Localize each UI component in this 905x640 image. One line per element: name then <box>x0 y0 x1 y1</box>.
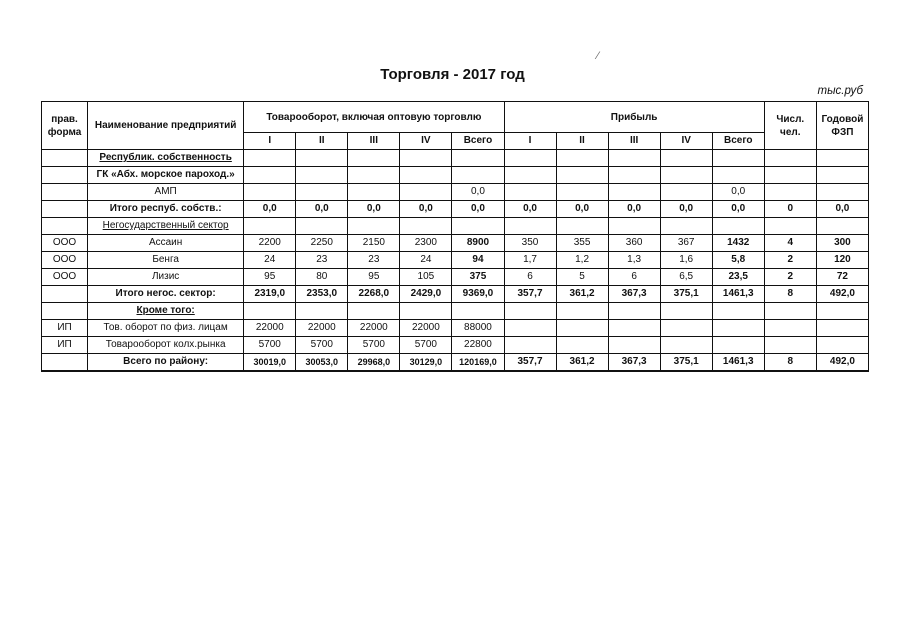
cell-profit: 0,0 <box>608 201 660 218</box>
cell-profit <box>556 167 608 184</box>
table-row <box>42 354 869 372</box>
cell-name: ГК «Абх. морское пароход.» <box>88 167 244 184</box>
cell-fzp <box>816 150 868 167</box>
cell-turnover: 5700 <box>400 337 452 354</box>
cell-name: Тов. оборот по физ. лицам <box>88 320 244 337</box>
header-total: Всего <box>712 133 764 150</box>
cell-profit: 1,6 <box>660 252 712 269</box>
cell-profit: 5 <box>556 269 608 286</box>
table-row <box>42 218 869 235</box>
cell-fzp: 492,0 <box>816 286 868 303</box>
cell-profit: 0,0 <box>556 201 608 218</box>
cell-profit: 1,3 <box>608 252 660 269</box>
cell-profit <box>504 337 556 354</box>
cell-staff: 2 <box>764 252 816 269</box>
cell-turnover <box>244 184 296 201</box>
cell-turnover: 0,0 <box>452 184 504 201</box>
cell-profit: 350 <box>504 235 556 252</box>
cell-profit <box>556 184 608 201</box>
cell-turnover <box>348 303 400 320</box>
cell-turnover: 0,0 <box>296 201 348 218</box>
cell-profit: 1461,3 <box>712 286 764 303</box>
cell-turnover: 2319,0 <box>244 286 296 303</box>
table-row <box>42 167 869 184</box>
header-quarter: IV <box>400 133 452 150</box>
cell-form: ООО <box>42 252 88 269</box>
header-quarter: I <box>244 133 296 150</box>
cell-profit <box>660 150 712 167</box>
cell-profit <box>660 337 712 354</box>
cell-turnover <box>348 150 400 167</box>
header-quarter: II <box>296 133 348 150</box>
cell-form: ИП <box>42 337 88 354</box>
cell-turnover <box>348 184 400 201</box>
cell-profit: 1432 <box>712 235 764 252</box>
cell-profit: 1461,3 <box>712 354 764 372</box>
cell-form <box>42 303 88 320</box>
cell-staff: 4 <box>764 235 816 252</box>
cell-profit <box>660 218 712 235</box>
cell-turnover: 95 <box>244 269 296 286</box>
cell-turnover: 29968,0 <box>348 354 400 372</box>
cell-profit <box>504 303 556 320</box>
cell-turnover: 5700 <box>244 337 296 354</box>
cell-form: ООО <box>42 269 88 286</box>
cell-turnover <box>296 218 348 235</box>
cell-turnover <box>244 303 296 320</box>
header-quarter: III <box>608 133 660 150</box>
cell-profit: 0,0 <box>504 201 556 218</box>
cell-turnover <box>244 150 296 167</box>
cell-name: АМП <box>88 184 244 201</box>
cell-name: Бенга <box>88 252 244 269</box>
cell-profit <box>556 303 608 320</box>
header-total: Всего <box>452 133 504 150</box>
cell-profit: 367,3 <box>608 354 660 372</box>
table-row <box>42 201 869 218</box>
header-quarter: I <box>504 133 556 150</box>
cell-turnover <box>400 218 452 235</box>
table-row <box>42 150 869 167</box>
cell-turnover: 95 <box>348 269 400 286</box>
cell-turnover <box>296 167 348 184</box>
cell-name: Негосударственный сектор <box>88 218 244 235</box>
cell-fzp <box>816 218 868 235</box>
cell-turnover <box>452 218 504 235</box>
cell-turnover: 22800 <box>452 337 504 354</box>
cell-turnover: 120169,0 <box>452 354 504 372</box>
header-profit: Прибыль <box>504 102 764 133</box>
cell-staff <box>764 184 816 201</box>
cell-profit <box>608 184 660 201</box>
cell-form: ИП <box>42 320 88 337</box>
cell-turnover <box>296 303 348 320</box>
cell-fzp: 120 <box>816 252 868 269</box>
cell-turnover: 0,0 <box>452 201 504 218</box>
cell-profit <box>608 303 660 320</box>
cell-profit <box>608 150 660 167</box>
cell-fzp <box>816 303 868 320</box>
cell-staff: 8 <box>764 354 816 372</box>
table-row <box>42 269 869 286</box>
cell-turnover: 2150 <box>348 235 400 252</box>
cell-profit: 357,7 <box>504 354 556 372</box>
cell-staff <box>764 150 816 167</box>
cell-profit <box>660 303 712 320</box>
cell-profit: 367 <box>660 235 712 252</box>
cell-profit <box>504 150 556 167</box>
cell-turnover: 9369,0 <box>452 286 504 303</box>
cell-fzp: 492,0 <box>816 354 868 372</box>
cell-turnover: 24 <box>244 252 296 269</box>
cell-turnover: 30129,0 <box>400 354 452 372</box>
cell-turnover: 22000 <box>244 320 296 337</box>
cell-turnover: 23 <box>296 252 348 269</box>
cell-profit: 5,8 <box>712 252 764 269</box>
cell-profit <box>504 218 556 235</box>
cell-profit <box>556 150 608 167</box>
page-title: Торговля - 2017 год <box>380 66 525 83</box>
cell-turnover: 105 <box>400 269 452 286</box>
cell-profit <box>660 167 712 184</box>
cell-turnover <box>400 303 452 320</box>
table-row <box>42 337 869 354</box>
cell-profit <box>608 218 660 235</box>
cell-staff <box>764 167 816 184</box>
cell-profit <box>556 320 608 337</box>
cell-fzp: 300 <box>816 235 868 252</box>
cell-profit: 6,5 <box>660 269 712 286</box>
cell-profit: 355 <box>556 235 608 252</box>
cell-profit <box>608 337 660 354</box>
cell-profit: 0,0 <box>660 201 712 218</box>
cell-turnover <box>296 184 348 201</box>
cell-turnover: 24 <box>400 252 452 269</box>
cell-name: Итого респуб. собств.: <box>88 201 244 218</box>
cell-turnover <box>400 150 452 167</box>
cell-profit <box>556 218 608 235</box>
header-name: Наименование предприятий <box>88 102 244 150</box>
cell-profit: 361,2 <box>556 354 608 372</box>
table-row <box>42 320 869 337</box>
cell-name: Лизис <box>88 269 244 286</box>
cell-profit <box>504 167 556 184</box>
cell-turnover: 88000 <box>452 320 504 337</box>
cell-turnover: 2268,0 <box>348 286 400 303</box>
cell-profit <box>712 303 764 320</box>
cell-turnover <box>296 150 348 167</box>
cell-profit <box>712 320 764 337</box>
cell-turnover: 5700 <box>348 337 400 354</box>
cell-turnover: 2353,0 <box>296 286 348 303</box>
table-row <box>42 235 869 252</box>
trade-report-table <box>41 101 869 372</box>
cell-profit: 375,1 <box>660 286 712 303</box>
cell-turnover: 2200 <box>244 235 296 252</box>
cell-fzp <box>816 320 868 337</box>
cell-profit: 0,0 <box>712 184 764 201</box>
cell-profit: 367,3 <box>608 286 660 303</box>
cell-name: Кроме того: <box>88 303 244 320</box>
cell-profit: 375,1 <box>660 354 712 372</box>
cell-name: Республик. собственность <box>88 150 244 167</box>
cell-profit <box>660 320 712 337</box>
cell-fzp <box>816 184 868 201</box>
cell-turnover: 0,0 <box>348 201 400 218</box>
cell-turnover: 0,0 <box>244 201 296 218</box>
cell-form <box>42 150 88 167</box>
cell-profit <box>712 337 764 354</box>
cell-turnover: 2429,0 <box>400 286 452 303</box>
cell-turnover: 22000 <box>348 320 400 337</box>
cell-turnover <box>400 184 452 201</box>
cell-turnover: 94 <box>452 252 504 269</box>
report-body <box>42 150 869 372</box>
cell-form <box>42 201 88 218</box>
cell-turnover <box>452 150 504 167</box>
cell-fzp: 0,0 <box>816 201 868 218</box>
cell-profit <box>504 320 556 337</box>
cell-profit <box>712 167 764 184</box>
cell-profit: 6 <box>504 269 556 286</box>
table-row <box>42 303 869 320</box>
cell-staff <box>764 303 816 320</box>
cell-form: ООО <box>42 235 88 252</box>
cell-profit <box>660 184 712 201</box>
cell-profit: 1,2 <box>556 252 608 269</box>
cell-profit: 0,0 <box>712 201 764 218</box>
header-quarter: III <box>348 133 400 150</box>
cell-turnover: 2300 <box>400 235 452 252</box>
cell-form <box>42 184 88 201</box>
cell-fzp <box>816 167 868 184</box>
cell-turnover: 2250 <box>296 235 348 252</box>
cell-turnover: 80 <box>296 269 348 286</box>
header-form: прав. форма <box>42 102 88 150</box>
cell-profit: 23,5 <box>712 269 764 286</box>
cell-profit <box>556 337 608 354</box>
cell-turnover <box>452 167 504 184</box>
pen-mark-icon: ⁄ <box>597 50 599 62</box>
table-row <box>42 184 869 201</box>
cell-turnover: 22000 <box>296 320 348 337</box>
cell-turnover: 8900 <box>452 235 504 252</box>
cell-turnover: 30053,0 <box>296 354 348 372</box>
header-quarter: II <box>556 133 608 150</box>
header-staff: Числ. чел. <box>764 102 816 150</box>
header-fzp: Годовой ФЗП <box>816 102 868 150</box>
cell-form <box>42 218 88 235</box>
table-row <box>42 286 869 303</box>
cell-staff: 2 <box>764 269 816 286</box>
cell-profit: 361,2 <box>556 286 608 303</box>
cell-turnover <box>244 218 296 235</box>
cell-staff: 0 <box>764 201 816 218</box>
cell-turnover <box>400 167 452 184</box>
units-label: тыс.руб <box>817 85 863 97</box>
table-row <box>42 252 869 269</box>
cell-profit <box>712 218 764 235</box>
cell-form <box>42 286 88 303</box>
cell-turnover <box>348 218 400 235</box>
cell-turnover <box>244 167 296 184</box>
cell-form <box>42 354 88 372</box>
cell-form <box>42 167 88 184</box>
cell-fzp: 72 <box>816 269 868 286</box>
cell-profit <box>608 167 660 184</box>
cell-turnover <box>452 303 504 320</box>
cell-profit <box>712 150 764 167</box>
cell-profit: 357,7 <box>504 286 556 303</box>
cell-profit <box>504 184 556 201</box>
cell-turnover: 22000 <box>400 320 452 337</box>
cell-staff: 8 <box>764 286 816 303</box>
cell-turnover <box>348 167 400 184</box>
cell-profit: 360 <box>608 235 660 252</box>
header-turnover: Товарооборот, включая оптовую торговлю <box>244 102 504 133</box>
header-quarter: IV <box>660 133 712 150</box>
cell-staff <box>764 320 816 337</box>
cell-name: Товарооборот колх.рынка <box>88 337 244 354</box>
cell-profit: 6 <box>608 269 660 286</box>
cell-turnover: 375 <box>452 269 504 286</box>
cell-profit: 1,7 <box>504 252 556 269</box>
cell-turnover: 0,0 <box>400 201 452 218</box>
cell-profit <box>608 320 660 337</box>
cell-name: Ассаин <box>88 235 244 252</box>
cell-staff <box>764 337 816 354</box>
cell-fzp <box>816 337 868 354</box>
cell-turnover: 5700 <box>296 337 348 354</box>
cell-name: Итого негос. сектор: <box>88 286 244 303</box>
cell-name: Всего по району: <box>88 354 244 372</box>
cell-turnover: 23 <box>348 252 400 269</box>
cell-staff <box>764 218 816 235</box>
cell-turnover: 30019,0 <box>244 354 296 372</box>
